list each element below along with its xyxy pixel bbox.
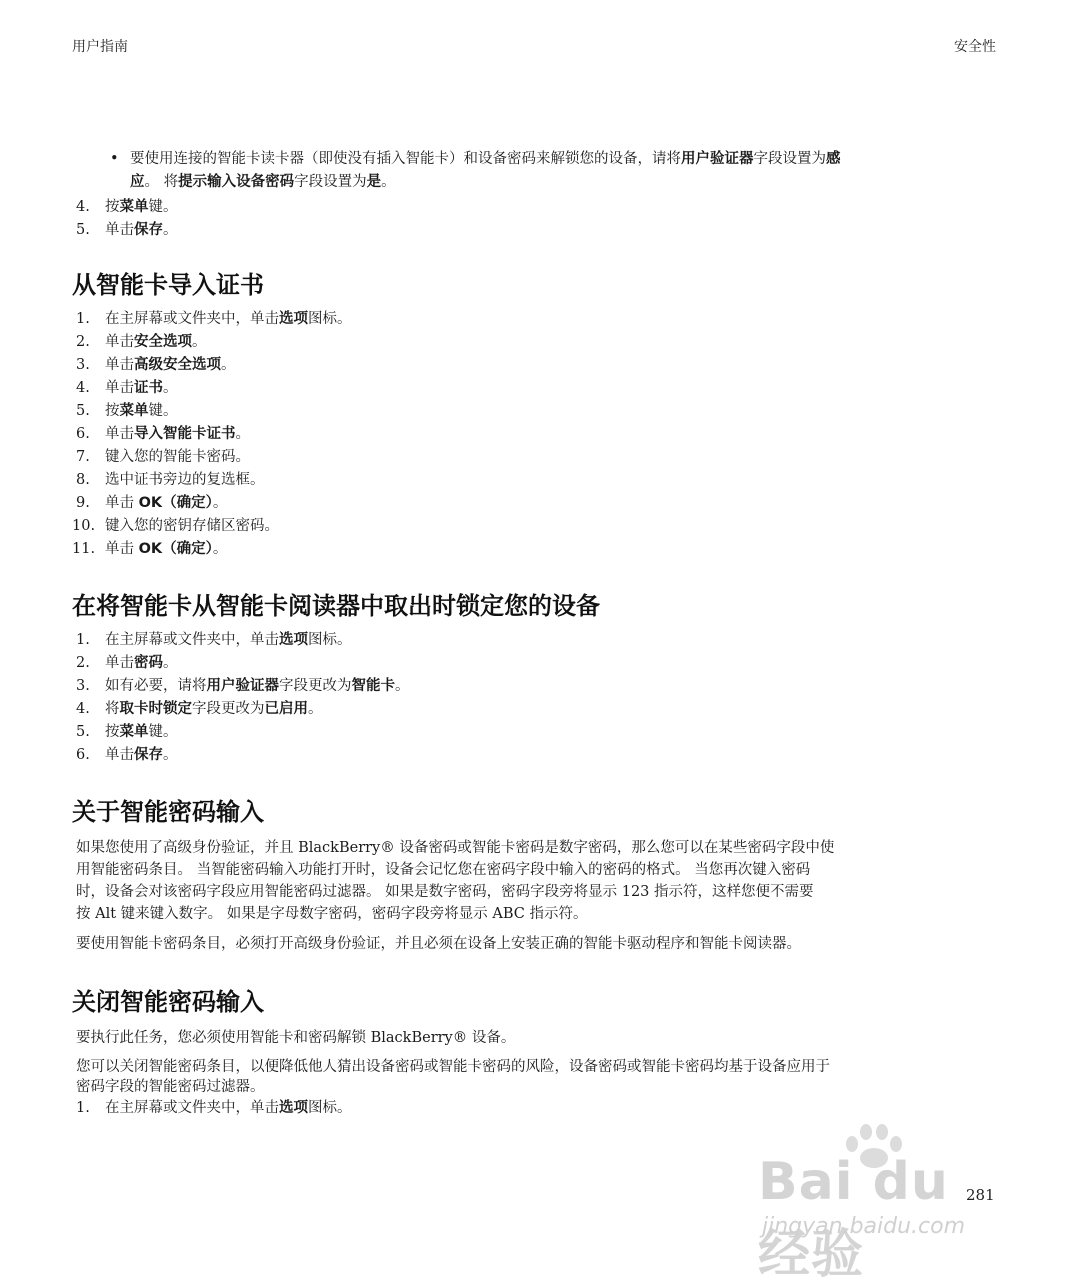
list-item: 5. 单击保存。 [76,222,178,238]
header-section-title: 安全性 [954,39,996,55]
page-number: 281 [966,1186,995,1204]
list-item: 7. 键入您的智能卡密码。 [76,449,250,465]
baidu-watermark [752,1120,1012,1285]
watermark-url: jingyan.baidu.com [762,1214,966,1239]
list-item: 6. 单击导入智能卡证书。 [76,426,250,442]
disable-description: 您可以关闭智能密码条目，以便降低他人猜出设备密码或智能卡密码的风险，设备密码或智能卡密码均基于设备应用于 密码字段的智能密码过滤器。 [76,1059,830,1095]
list-item: 11. 单击 OK（确定）。 [72,541,228,557]
bullet-line-1: 要使用连接的智能卡读卡器（即使没有插入智能卡）和设备密码来解锁您的设备，请将用户验证器字段设置为感 [130,151,841,167]
section-heading-smart-password: 关于智能密码输入 [72,798,264,826]
list-item: 6. 单击保存。 [76,747,178,763]
list-item: 5. 按菜单键。 [76,403,178,419]
smart-password-description: 如果您使用了高级身份验证，并且 BlackBerry® 设备密码或智能卡密码是数字密码，那么您可以在某些密码字段中使 用智能密码条目。 当智能密码输入功能打开时，设备会记忆您在密码字段中输入的密码的格式。 当您再次键入密码 时，设备会对该密码字段应用智能密码过滤器。 如果是数字密码，密码字段旁将显示 123 指示符，这样您便不需要 按 Alt 键来键入数字。 如果是字母数字密码，密码字段旁将显示 ABC 指示符。 [76,840,835,922]
disable-steps [72,1097,997,1120]
list-item: 4. 将取卡时锁定字段更改为已启用。 [76,701,323,717]
intro-bullet [72,148,997,194]
smart-password-requirement: 要使用智能卡密码条目，必须打开高级身份验证，并且必须在设备上安装正确的智能卡驱动程序和智能卡阅读器。 [76,936,801,952]
list-item: 1. 在主屏幕或文件夹中，单击选项图标。 [76,311,352,327]
list-item: 2. 单击安全选项。 [76,334,207,350]
list-item: 1. 在主屏幕或文件夹中，单击选项图标。 [76,1100,352,1116]
list-item: 10. 键入您的密钥存储区密码。 [72,518,279,534]
list-item: 8. 选中证书旁边的复选框。 [76,472,265,488]
bullet-line-2: 应。 将提示输入设备密码字段设置为是。 [130,174,396,190]
list-item: 9. 单击 OK（确定）。 [76,495,228,511]
import-certificates-steps [72,308,997,561]
header-guide-title: 用户指南 [72,39,128,55]
intro-steps [72,196,997,242]
list-item: 4. 单击证书。 [76,380,178,396]
section-heading-import-certificates: 从智能卡导入证书 [72,271,264,299]
list-item: 1. 在主屏幕或文件夹中，单击选项图标。 [76,632,352,648]
list-item: 4. 按菜单键。 [76,199,178,215]
list-item: 5. 按菜单键。 [76,724,178,740]
watermark-logo: Bai du 经验 [758,1152,949,1285]
page-content [72,148,997,1120]
section-heading-disable-smart-password: 关闭智能密码输入 [72,988,264,1016]
lock-on-removal-steps [72,629,997,767]
list-item: 3. 单击高级安全选项。 [76,357,236,373]
section-heading-lock-on-removal: 在将智能卡从智能卡阅读器中取出时锁定您的设备 [72,592,600,620]
list-item: 3. 如有必要，请将用户验证器字段更改为智能卡。 [76,678,410,694]
bullet-dot: • [110,151,119,167]
list-item: 2. 单击密码。 [76,655,178,671]
disable-prerequisite: 要执行此任务，您必须使用智能卡和密码解锁 BlackBerry® 设备。 [76,1030,516,1046]
